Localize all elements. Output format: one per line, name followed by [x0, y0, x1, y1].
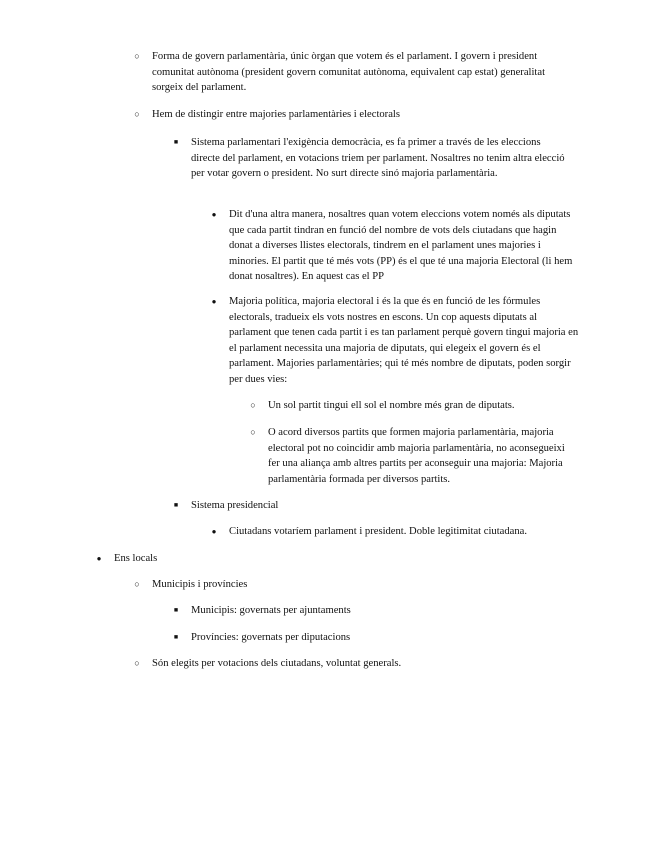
list-item — [250, 398, 578, 414]
circle-bullet-icon: ○ — [134, 109, 140, 119]
list-item-text: O acord diversos partits que formen majoria parlamentària, majoria electoral pot no coincidir amb majoria parlamentària, no aconsegueixi fer una aliança amb altres partits per aconseguir una majoria: Majoria parlamentària formada per diversos partits. — [268, 427, 565, 485]
list-item-text: Municipis i províncies — [152, 579, 248, 590]
list-item — [173, 135, 571, 182]
square-bullet-icon: ■ — [173, 138, 179, 146]
list-item-text: Forma de govern parlamentària, únic òrgan que votem és el parlament. I govern i president comunitat autònoma (president govern comunitat autònoma, equivalent cap estat) generalitat sorgeix del parlament. — [152, 51, 546, 94]
list-item — [134, 577, 572, 593]
disc-bullet-icon: ● — [211, 210, 217, 219]
circle-bullet-icon: ○ — [134, 51, 140, 61]
list-item — [134, 107, 572, 123]
list-item — [96, 551, 574, 567]
list-item-text: Dit d'una altra manera, nosaltres quan votem eleccions votem només als diputats que cada partit tindran en funció del nombre de vots dels ciutadans que hagin donat a diverses llistes electorals, tindrem en el parlament unes majories i minories. El partit que té més vots (PP) és el que té una majoria Electoral (li hem donat nosaltres). En aquest cas el PP — [229, 209, 573, 283]
list-item-text: Són elegits per votacions dels ciutadans, voluntat generals. — [152, 658, 402, 669]
list-item-text: Municipis: governats per ajuntaments — [191, 605, 351, 616]
disc-bullet-icon: ● — [211, 297, 217, 306]
circle-bullet-icon: ○ — [250, 400, 256, 410]
disc-bullet-icon: ● — [211, 527, 217, 536]
list-item — [134, 656, 572, 672]
list-item-text: Sistema presidencial — [191, 500, 279, 511]
list-item-text: Ciutadans votaríem parlament i president. Doble legitimitat ciutadana. — [229, 526, 528, 537]
list-item — [250, 425, 578, 487]
circle-bullet-icon: ○ — [134, 579, 140, 589]
square-bullet-icon: ■ — [173, 606, 179, 614]
square-bullet-icon: ■ — [173, 633, 179, 641]
list-item-text: Sistema parlamentari l'exigència democràcia, es fa primer a través de les eleccions directe del parlament, en votacions triem per parlament. Nosaltres no tenim altra elecció per votar govern o president. No surt directe sinó majoria parlamentària. — [191, 137, 565, 180]
list-item-text: Majoria política, majoria electoral i és la que és en funció de les fórmules electorals, tradueix els vots nostres en escons. Un cop aquests diputats al parlament que tenen cada partit i es tan parlament perquè govern tingui majoria en el parlament necessita una majoria de diputats, qui elegeix el govern és el parlament. Majories parlamentàries; qui té més nombre de diputats, poden sorgir per dues vies: — [229, 296, 579, 385]
list-item — [173, 630, 571, 646]
disc-bullet-icon: ● — [96, 554, 102, 563]
circle-bullet-icon: ○ — [250, 427, 256, 437]
list-item-text: Un sol partit tingui ell sol el nombre més gran de diputats. — [268, 400, 515, 411]
square-bullet-icon: ■ — [173, 501, 179, 509]
list-item — [134, 49, 572, 96]
list-item — [211, 524, 581, 540]
list-item-text: Hem de distingir entre majories parlamentàries i electorals — [152, 109, 400, 120]
list-item — [211, 294, 581, 388]
list-item — [173, 498, 571, 514]
list-item — [211, 207, 581, 285]
list-item-text: Províncies: governats per diputacions — [191, 632, 351, 643]
list-item-text: Ens locals — [114, 553, 158, 564]
list-item — [173, 603, 571, 619]
circle-bullet-icon: ○ — [134, 658, 140, 668]
